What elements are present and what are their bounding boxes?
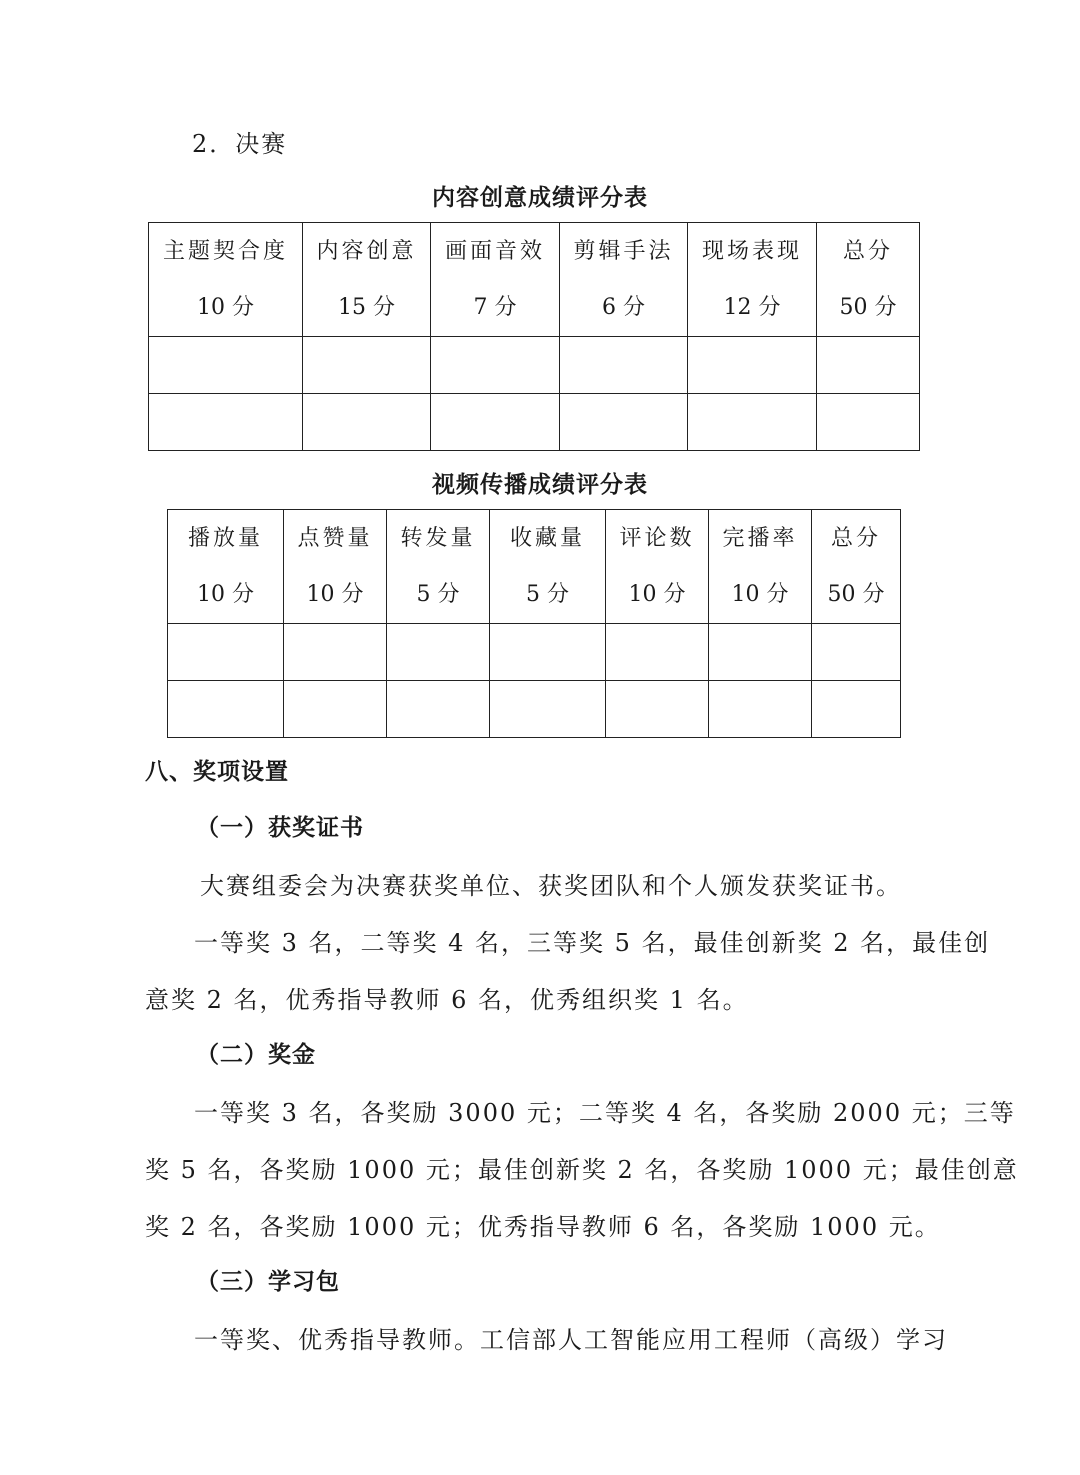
header-cell: 内容创意 15 分 [303,223,431,337]
empty-cell [284,681,387,738]
cert-paragraph-2-line-1: 一等奖 3 名，二等奖 4 名，三等奖 5 名，最佳创新奖 2 名，最佳创 [194,929,991,957]
study-line-1: 一等奖、优秀指导教师。工信部人工智能应用工程师（高级）学习 [194,1326,948,1354]
empty-cell [560,394,688,451]
header-cell: 总分 50 分 [817,223,920,337]
section-final-label: 2．决赛 [192,130,288,158]
header-cell: 评论数 10 分 [606,510,709,624]
empty-cell [709,681,812,738]
bonus-heading: （二）奖金 [196,1042,316,1068]
bonus-line-2: 奖 5 名，各奖励 1000 元；最佳创新奖 2 名，各奖励 1000 元；最佳创意 [145,1156,1019,1184]
table-row [168,624,901,681]
table-header-row [149,223,920,337]
empty-cell [490,624,606,681]
header-cell: 收藏量 5 分 [490,510,606,624]
empty-cell [149,394,303,451]
header-cell: 完播率 10 分 [709,510,812,624]
content-score-table [148,222,920,451]
section-8-heading: 八、奖项设置 [145,759,289,785]
bonus-line-1: 一等奖 3 名，各奖励 3000 元；二等奖 4 名，各奖励 2000 元；三等 [194,1099,1016,1127]
cert-paragraph-1: 大赛组委会为决赛获奖单位、获奖团队和个人颁发获奖证书。 [200,872,902,900]
empty-cell [431,394,560,451]
header-cell: 总分 50 分 [812,510,901,624]
cert-paragraph-2-line-2: 意奖 2 名，优秀指导教师 6 名，优秀组织奖 1 名。 [145,986,749,1014]
empty-cell [284,624,387,681]
bonus-line-3: 奖 2 名，各奖励 1000 元；优秀指导教师 6 名，各奖励 1000 元。 [145,1213,941,1241]
header-cell: 点赞量 10 分 [284,510,387,624]
video-score-table [167,509,901,738]
header-cell: 播放量 10 分 [168,510,284,624]
empty-cell [387,624,490,681]
empty-cell [560,337,688,394]
header-cell: 现场表现 12 分 [688,223,817,337]
empty-cell [168,624,284,681]
empty-cell [490,681,606,738]
table-row [149,337,920,394]
header-cell: 画面音效 7 分 [431,223,560,337]
header-cell: 主题契合度 10 分 [149,223,303,337]
video-table-title: 视频传播成绩评分表 [432,472,648,498]
table-row [168,681,901,738]
cert-heading: （一）获奖证书 [196,815,364,841]
empty-cell [817,337,920,394]
empty-cell [303,337,431,394]
empty-cell [168,681,284,738]
table-row [149,394,920,451]
empty-cell [817,394,920,451]
empty-cell [688,394,817,451]
empty-cell [812,624,901,681]
empty-cell [303,394,431,451]
empty-cell [431,337,560,394]
empty-cell [606,624,709,681]
empty-cell [812,681,901,738]
empty-cell [688,337,817,394]
table-header-row [168,510,901,624]
study-heading: （三）学习包 [196,1269,340,1295]
content-table-title: 内容创意成绩评分表 [432,185,648,211]
empty-cell [149,337,303,394]
empty-cell [387,681,490,738]
header-cell: 转发量 5 分 [387,510,490,624]
empty-cell [606,681,709,738]
empty-cell [709,624,812,681]
header-cell: 剪辑手法 6 分 [560,223,688,337]
